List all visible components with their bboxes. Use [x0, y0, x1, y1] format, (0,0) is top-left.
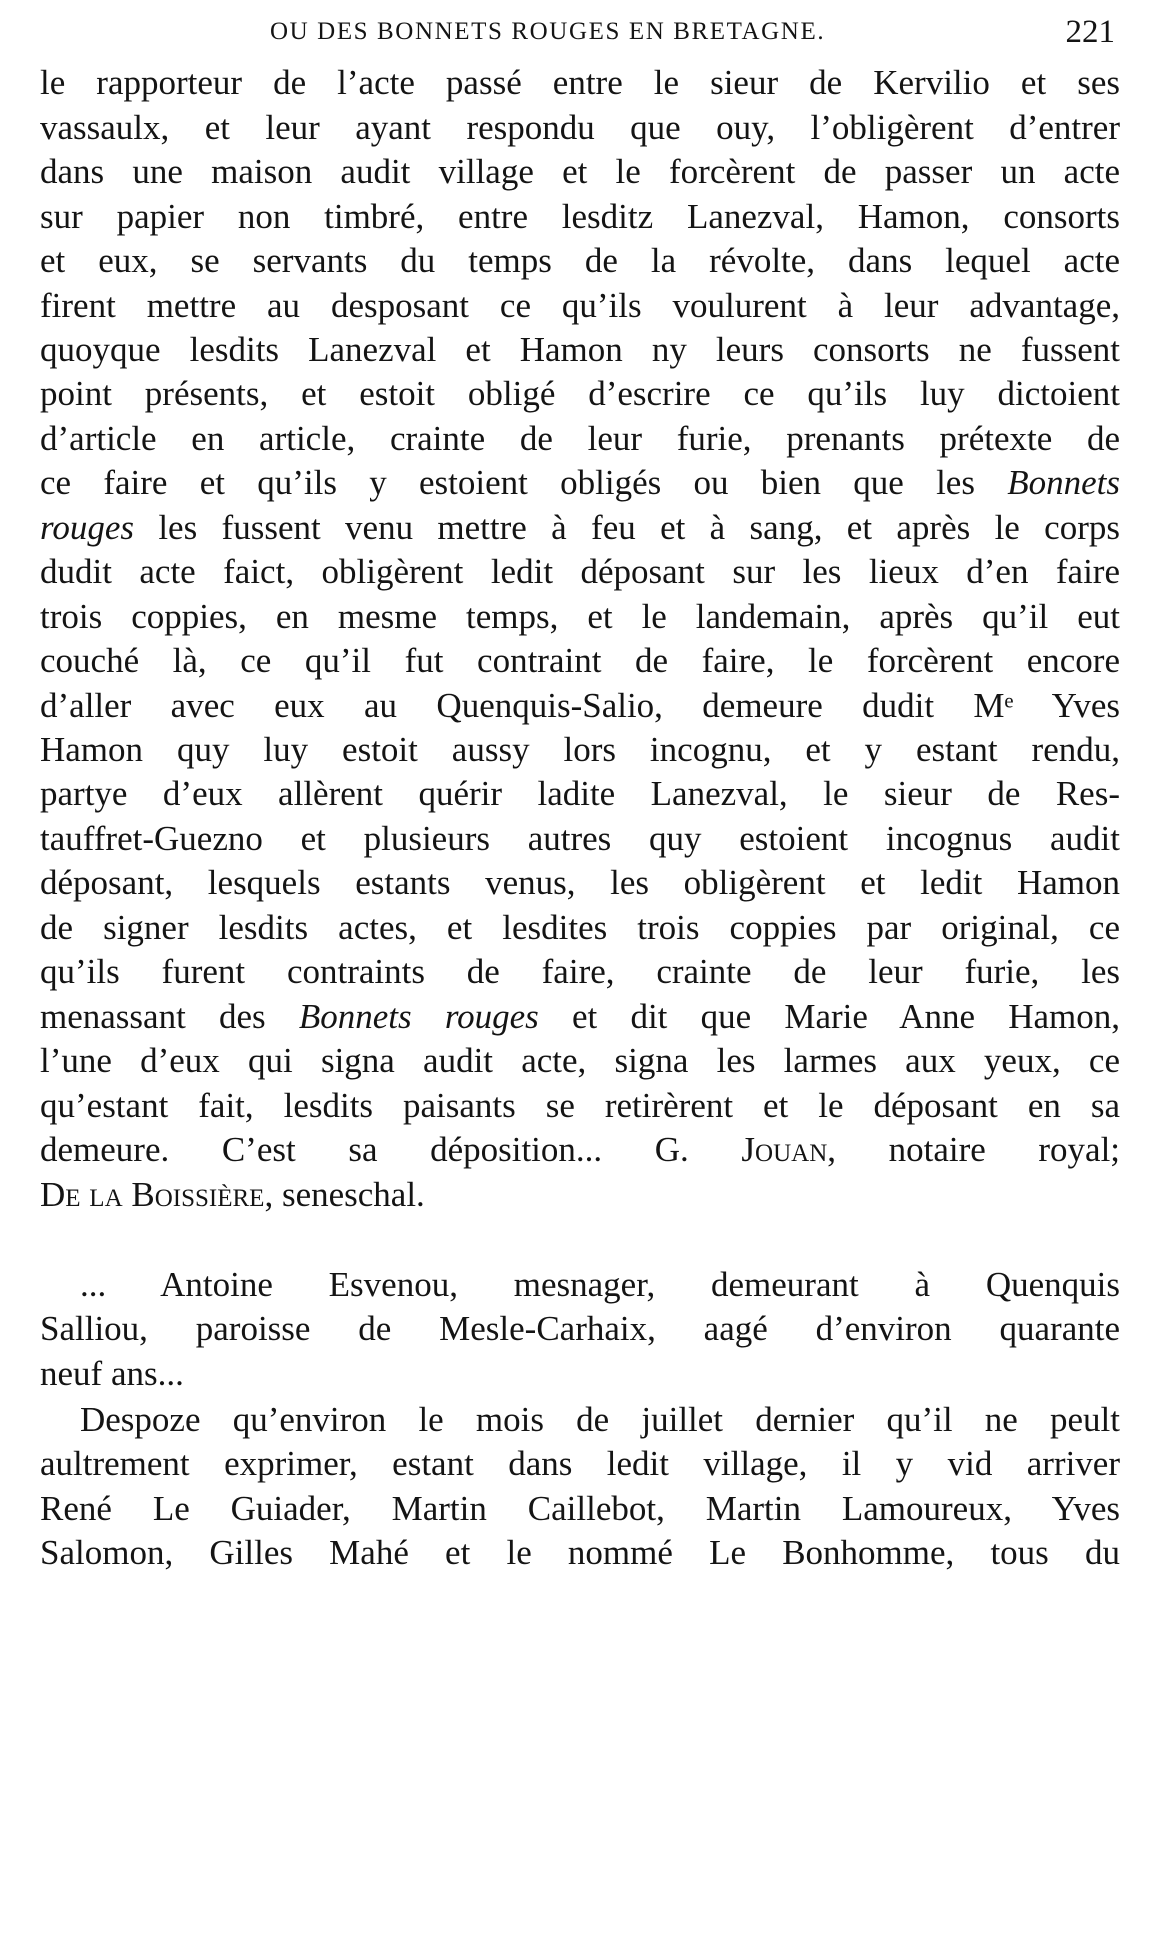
- notary-name: Jouan: [741, 1130, 828, 1169]
- text-line: d’article en article, crainte de leur furie, prenants prétexte de: [40, 419, 1120, 458]
- text-line: qu’ils furent contraints de faire, crainte de leur furie, les: [40, 952, 1120, 991]
- page-number: 221: [1065, 14, 1115, 50]
- text-line: René Le Guiader, Martin Caillebot, Martin Lamoureux, Yves: [40, 1489, 1120, 1528]
- text-fragment: et dit que Marie Anne Hamon,: [572, 997, 1120, 1036]
- text-fragment: , notaire royal;: [827, 1130, 1121, 1169]
- text-line: déposant, lesquels estants venus, les obligèrent et ledit Hamon: [40, 863, 1120, 902]
- text-line: Despoze qu’environ le mois de juillet dernier qu’il ne peult: [80, 1400, 1120, 1439]
- text-fragment: demeure. C’est sa déposition... G.: [40, 1130, 689, 1169]
- italic-term: Bonnets rouges: [298, 997, 539, 1036]
- text-line: [40, 1127, 1120, 1173]
- running-title: OU DES BONNETS ROUGES EN BRETAGNE.: [270, 18, 826, 45]
- text-line: dudit acte faict, obligèrent ledit déposant sur les lieux d’en faire: [40, 552, 1120, 591]
- text-line: [40, 505, 1120, 551]
- italic-term: Bonnets: [1007, 463, 1121, 502]
- seneschal-name: Boissière: [131, 1175, 265, 1214]
- text-line: [40, 1172, 1120, 1218]
- text-line: quoyque lesdits Lanezval et Hamon ny leurs consorts ne fussent: [40, 330, 1120, 369]
- text-line: le rapporteur de l’acte passé entre le sieur de Kervilio et ses: [40, 63, 1120, 102]
- text-line: dans une maison audit village et le forcèrent de passer un acte: [40, 152, 1120, 191]
- seneschal-name: De: [40, 1175, 81, 1214]
- text-fragment: , seneschal.: [264, 1175, 425, 1214]
- text-line: couché là, ce qu’il fut contraint de faire, le forcèrent encore: [40, 641, 1120, 680]
- text-line: firent mettre au desposant ce qu’ils voulurent à leur advantage,: [40, 286, 1120, 325]
- text-line: sur papier non timbré, entre lesditz Lanezval, Hamon, consorts: [40, 197, 1120, 236]
- text-line: Hamon quy luy estoit aussy lors incognu, et y estant rendu,: [40, 730, 1120, 769]
- text-line: neuf ans...: [40, 1354, 184, 1393]
- text-line: trois coppies, en mesme temps, et le landemain, après qu’il eut: [40, 597, 1120, 636]
- italic-term: rouges: [40, 508, 134, 547]
- text-line: ... Antoine Esvenou, mesnager, demeurant à Quenquis: [80, 1265, 1120, 1304]
- text-line: Salliou, paroisse de Mesle-Carhaix, aagé d’environ quarante: [40, 1309, 1120, 1348]
- text-line: d’aller avec eux au Quenquis-Salio, demeure dudit Mᵉ Yves: [40, 686, 1120, 725]
- running-head: [40, 14, 1120, 58]
- text-line: partye d’eux allèrent quérir ladite Lanezval, le sieur de Res-: [40, 774, 1120, 813]
- text-line: et eux, se servants du temps de la révolte, dans lequel acte: [40, 241, 1120, 280]
- text-fragment: menassant des: [40, 997, 266, 1036]
- text-line: tauffret-Guezno et plusieurs autres quy estoient incognus audit: [40, 819, 1120, 858]
- text-line: de signer lesdits actes, et lesdites trois coppies par original, ce: [40, 908, 1120, 947]
- text-line: Salomon, Gilles Mahé et le nommé Le Bonhomme, tous du: [40, 1533, 1120, 1572]
- text-line: [40, 994, 1120, 1040]
- text-line: l’une d’eux qui signa audit acte, signa les larmes aux yeux, ce: [40, 1041, 1120, 1080]
- text-fragment: ce faire et qu’ils y estoient obligés ou bien que les: [40, 463, 975, 502]
- text-line: [40, 460, 1120, 506]
- text-line: aultrement exprimer, estant dans ledit village, il y vid arriver: [40, 1444, 1120, 1483]
- text-fragment: les fussent venu mettre à feu et à sang, et après le corps: [158, 508, 1120, 547]
- seneschal-name: la: [89, 1175, 123, 1214]
- text-line: vassaulx, et leur ayant respondu que ouy, l’obligèrent d’entrer: [40, 108, 1120, 147]
- text-line: qu’estant fait, lesdits paisants se retirèrent et le déposant en sa: [40, 1086, 1120, 1125]
- text-line: point présents, et estoit obligé d’escrire ce qu’ils luy dictoient: [40, 374, 1120, 413]
